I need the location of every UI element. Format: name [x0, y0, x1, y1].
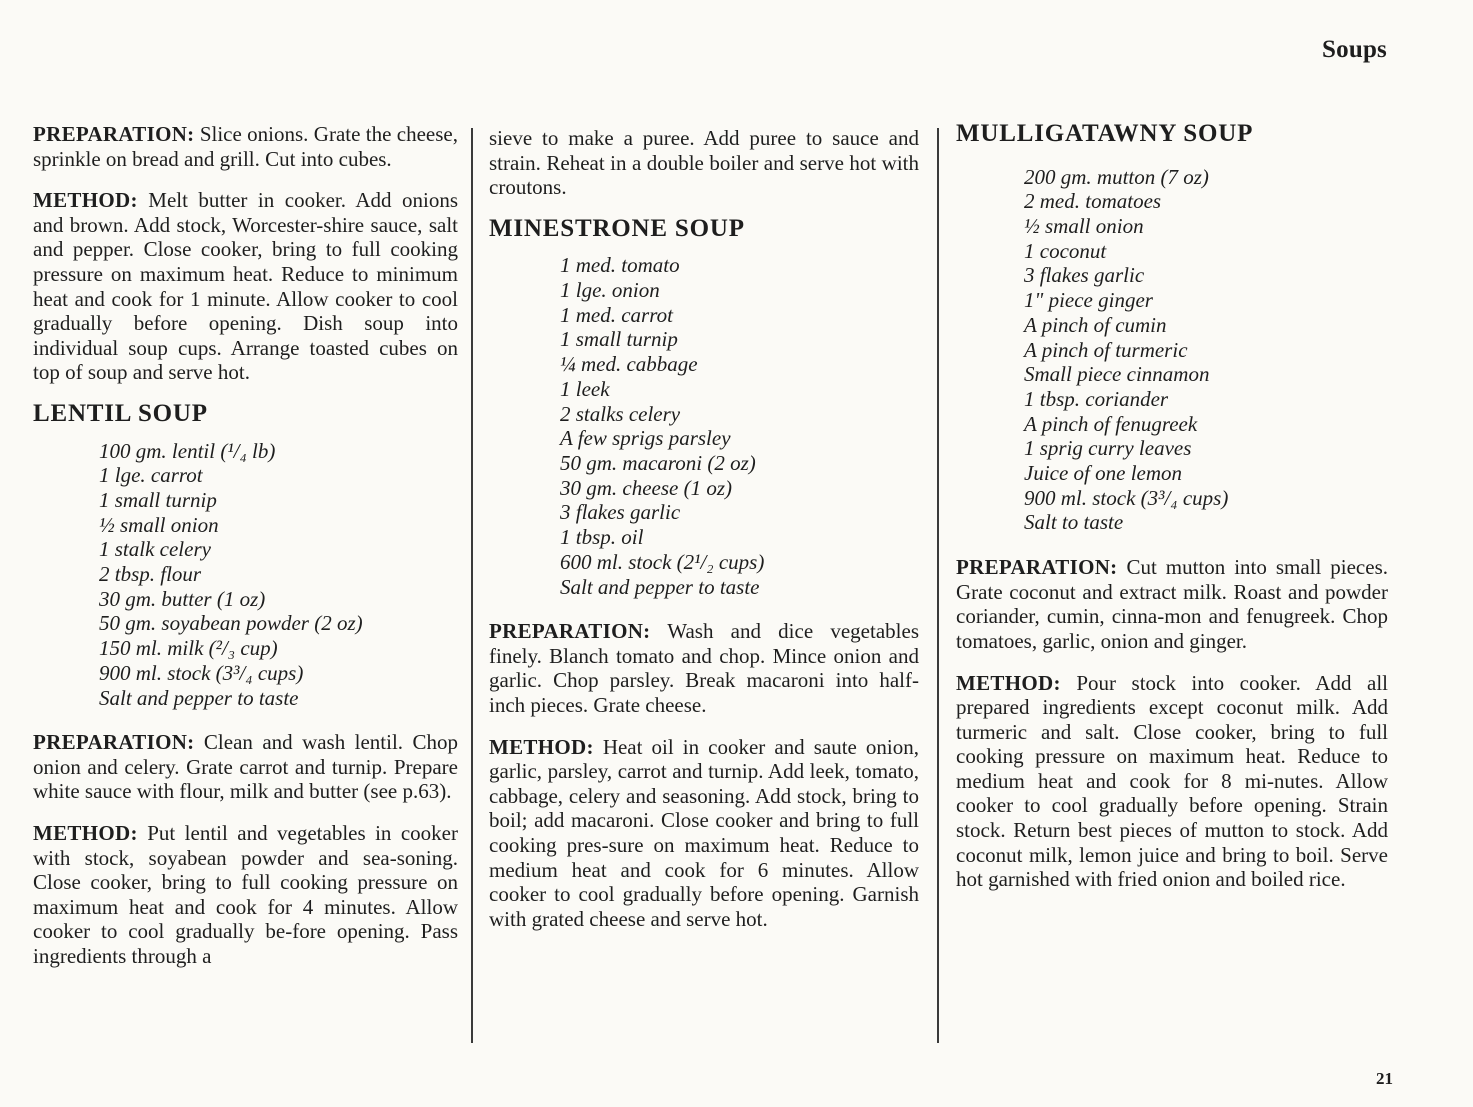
- column-left: [33, 122, 458, 986]
- ingredient-item: A pinch of cumin: [1024, 312, 1167, 337]
- method-text: Pour stock into cooker. Add all prepared ingredients except coconut milk. Add turmeric and salt. Close cooker, bring to full cooking pressure on maximum heat. Reduce to medium heat and cook for 8 mi-nutes. Allow cooker to cool gradually before opening. Strain stock. Return best pieces of mutton to stock. Add coconut milk, lemon juice and bring to boil. Serve hot garnished with fried onion and boiled rice.: [956, 670, 1388, 892]
- ingredient-item: 1 coconut: [1024, 238, 1107, 263]
- preparation-text: Slice onions. Grate the cheese, sprinkle on bread and grill. Cut into cubes.: [33, 122, 458, 171]
- ingredient-item: ½ small onion: [1024, 214, 1144, 238]
- preparation-paragraph: [33, 730, 458, 804]
- ingredient-item: 1 tbsp. coriander: [1024, 386, 1169, 411]
- ingredient-item: ¼ med. cabbage: [560, 352, 698, 377]
- method-paragraph: [33, 821, 458, 969]
- method-text: Heat oil in cooker and saute onion, garlic, parsley, carrot and turnip. Add leek, tomato, cabbage, celery and seasoning. Add stock, bring to boil; add macaroni. Close cooker and bring to full cooking pres-sure on maximum heat. Reduce to medium heat and cook for 6 minutes. Allow cooker to cool gradually before opening. Garnish with grated cheese and serve hot.: [489, 734, 919, 931]
- ingredient-item: 1 med. tomato: [560, 253, 680, 278]
- ingredient-item: 50 gm. soyabean powder (2 oz): [99, 611, 363, 636]
- method-label: METHOD:: [956, 670, 1061, 695]
- ingredient-item: 1 small turnip: [99, 487, 217, 512]
- recipe-title-mulligatawny-soup: MULLIGATAWNY SOUP: [956, 120, 1254, 147]
- method-text: Melt butter in cooker. Add onions and brown. Add stock, Worcester-shire sauce, salt and pepper. Close cooker, bring to full cooking pressure on maximum heat. Reduce to minimum heat and cook for 1 minute. Allow cooker to cool gradually before opening. Dish soup into individual soup cups. Arrange toasted cubes on top of soup and serve hot.: [33, 188, 458, 385]
- ingredient-item: 1 small turnip: [560, 327, 678, 352]
- ingredient-item: 1 leek: [560, 376, 610, 401]
- recipe-title-lentil-soup: LENTIL SOUP: [33, 399, 208, 427]
- ingredient-item: 30 gm. butter (1 oz): [99, 586, 266, 611]
- method-text: Put lentil and vegetables in cooker with stock, soyabean powder and sea-soning. Close cooker, bring to full cooking pressure on maximum heat and cook for 4 minutes. Allow cooker to cool gradually be-fore opening. Pass ingredients through a: [33, 821, 458, 969]
- column-divider: [937, 128, 939, 1043]
- column-divider: [471, 128, 473, 1043]
- running-head: Soups: [1322, 36, 1387, 63]
- ingredient-item: 1 lge. onion: [560, 278, 660, 303]
- preparation-paragraph: [489, 619, 919, 717]
- ingredient-item: 50 gm. macaroni (2 oz): [560, 451, 756, 475]
- ingredient-item: 900 ml. stock (3³/₄ cups): [1024, 485, 1229, 510]
- page-number: 21: [1376, 1069, 1393, 1088]
- column-middle: [489, 126, 919, 948]
- ingredient-item: 1 stalk celery: [99, 537, 211, 562]
- preparation-text: Clean and wash lentil. Chop onion and celery. Grate carrot and turnip. Prepare white sauce with flour, milk and butter (see p.63).: [33, 730, 458, 804]
- preparation-label: PREPARATION:: [33, 122, 195, 146]
- ingredient-item: 1 med. carrot: [560, 302, 673, 327]
- ingredient-item: 100 gm. lentil (¹/₄ lb): [99, 438, 276, 463]
- ingredient-item: 3 flakes garlic: [560, 500, 681, 525]
- ingredient-item: 600 ml. stock (2¹/₂ cups): [560, 549, 765, 574]
- ingredient-list-mulligatawny: [956, 165, 1388, 536]
- preparation-label: PREPARATION:: [956, 555, 1118, 580]
- preparation-text: Cut mutton into small pieces. Grate coconut and extract milk. Roast and powder coriander, cumin, cinna-mon and fenugreek. Chop tomatoes, garlic, onion and ginger.: [956, 555, 1388, 653]
- ingredient-item: A pinch of turmeric: [1024, 337, 1188, 362]
- method-label: METHOD:: [489, 734, 594, 759]
- method-paragraph: [956, 671, 1388, 892]
- ingredient-item: Salt and pepper to taste: [99, 685, 299, 710]
- column-right: [956, 122, 1388, 909]
- ingredient-item: 2 stalks celery: [560, 401, 681, 426]
- ingredient-item: Small piece cinnamon: [1024, 362, 1210, 387]
- continued-text: sieve to make a puree. Add puree to sauce and strain. Reheat in a double boiler and serve hot with croutons.: [489, 126, 919, 200]
- ingredient-item: 2 tbsp. flour: [99, 562, 202, 587]
- ingredient-item: 1 sprig curry leaves: [1024, 436, 1192, 461]
- recipe-title-minestrone-soup: MINESTRONE SOUP: [489, 214, 745, 242]
- preparation-label: PREPARATION:: [33, 730, 195, 755]
- ingredient-item: A pinch of fenugreek: [1024, 411, 1198, 436]
- ingredient-item: 3 flakes garlic: [1024, 263, 1145, 288]
- ingredient-item: ½ small onion: [99, 512, 219, 537]
- preparation-paragraph: [33, 122, 458, 171]
- preparation-text: Wash and dice vegetables finely. Blanch tomato and chop. Mince onion and garlic. Chop parsley. Break macaroni into half-inch pieces. Grate cheese.: [489, 619, 919, 717]
- ingredient-item: A few sprigs parsley: [560, 426, 731, 451]
- ingredient-item: 2 med. tomatoes: [1024, 189, 1162, 214]
- ingredient-item: 200 gm. mutton (7 oz): [1024, 164, 1209, 189]
- method-label: METHOD:: [33, 188, 138, 213]
- ingredient-item: 150 ml. milk (²/₃ cup): [99, 636, 278, 661]
- ingredient-item: 1" piece ginger: [1024, 288, 1153, 313]
- ingredient-item: Salt and pepper to taste: [560, 574, 760, 599]
- preparation-paragraph: [956, 555, 1388, 653]
- ingredient-item: Juice of one lemon: [1024, 461, 1183, 486]
- ingredient-item: 1 lge. carrot: [99, 463, 203, 488]
- method-paragraph: [33, 188, 458, 385]
- method-label: METHOD:: [33, 821, 138, 846]
- ingredient-item: 1 tbsp. oil: [560, 525, 644, 550]
- method-paragraph: [489, 735, 919, 932]
- ingredient-list-lentil: [33, 439, 458, 711]
- preparation-label: PREPARATION:: [489, 619, 651, 644]
- ingredient-item: Salt to taste: [1024, 510, 1124, 535]
- ingredient-item: 30 gm. cheese (1 oz): [560, 475, 733, 500]
- ingredient-list-minestrone: [489, 253, 919, 599]
- ingredient-item: 900 ml. stock (3³/₄ cups): [99, 660, 304, 685]
